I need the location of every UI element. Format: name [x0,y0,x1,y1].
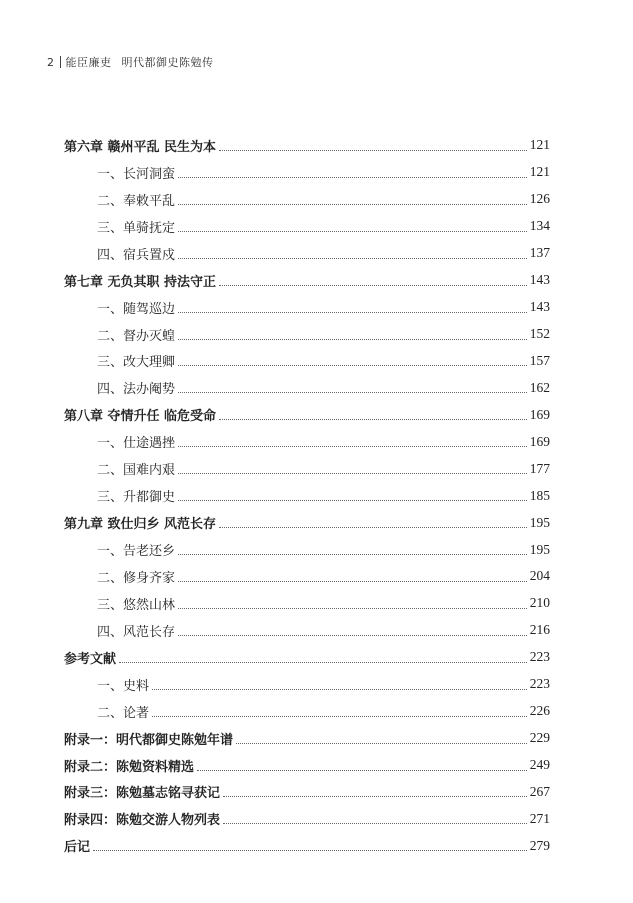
dot-leader [223,796,527,797]
toc-page-number: 271 [529,810,550,826]
dot-leader [178,177,527,178]
toc-entry-title: 三、升都御史 [97,490,176,506]
toc-page-number: 169 [529,406,550,422]
dot-leader [219,527,527,528]
toc-page-number: 195 [529,541,550,557]
header-subtitle: 明代都御史陈勉传 [121,56,214,69]
dot-leader [219,419,527,420]
dot-leader [178,500,527,501]
toc-page-number: 279 [529,837,550,853]
toc-entry-title: 二、论著 [97,705,150,721]
dot-leader [178,365,527,366]
toc-page-number: 162 [529,379,550,395]
toc-page-number: 152 [529,326,550,342]
toc-page-number: 226 [529,703,550,719]
toc-chapter-entry[interactable] [64,267,550,294]
toc-entry-title: 参考文献 [64,651,117,667]
toc-entry-title: 第六章 赣州平乱 民生为本 [64,139,217,155]
toc-page-number: 216 [529,622,550,638]
toc-section-entry[interactable] [64,671,550,698]
toc-entry-title: 一、长河洞蛮 [97,166,176,182]
toc-page-number: 137 [529,245,550,261]
toc-entry-title: 三、改大理卿 [97,355,176,371]
toc-section-entry[interactable] [64,321,550,348]
toc-entry-title: 四、法办阉势 [97,382,176,398]
toc-entry-title: 三、单骑抚定 [97,220,176,236]
toc-entry-title: 一、史料 [97,678,150,694]
toc-section-entry[interactable] [64,159,550,186]
dot-leader [119,662,527,663]
toc-chapter-entry[interactable] [64,725,550,752]
toc-entry-title: 一、随驾巡边 [97,301,176,317]
toc-chapter-entry[interactable] [64,805,550,832]
toc-section-entry[interactable] [64,294,550,321]
toc-page-number: 249 [529,757,550,773]
toc-entry-title: 第九章 致仕归乡 风范长存 [64,517,217,533]
dot-leader [178,312,527,313]
dot-leader [178,635,527,636]
toc-page-number: 126 [529,191,550,207]
toc-section-entry[interactable] [64,374,550,401]
dot-leader [197,770,527,771]
toc-section-entry[interactable] [64,482,550,509]
dot-leader [178,392,527,393]
toc-page-number: 267 [529,783,550,799]
toc-page-number: 177 [529,460,550,476]
table-of-contents [64,132,550,859]
toc-chapter-entry[interactable] [64,644,550,671]
toc-page-number: 121 [529,137,550,153]
toc-chapter-entry[interactable] [64,132,550,159]
toc-entry-title: 第八章 夺情升任 临危受命 [64,409,217,425]
dot-leader [152,689,527,690]
toc-chapter-entry[interactable] [64,752,550,779]
toc-entry-title: 四、风范长存 [97,624,176,640]
toc-entry-title: 附录四：陈勉交游人物列表 [64,813,221,829]
toc-entry-title: 二、国难内艰 [97,463,176,479]
toc-page-number: 143 [529,299,550,315]
toc-page-number: 195 [529,514,550,530]
dot-leader [223,823,527,824]
toc-entry-title: 四、宿兵置戍 [97,247,176,263]
toc-section-entry[interactable] [64,698,550,725]
toc-entry-title: 一、仕途遇挫 [97,436,176,452]
dot-leader [178,204,527,205]
toc-chapter-entry[interactable] [64,401,550,428]
toc-section-entry[interactable] [64,348,550,375]
running-header [47,54,214,70]
toc-section-entry[interactable] [64,563,550,590]
toc-page-number: 143 [529,272,550,288]
toc-entry-title: 附录一：明代都御史陈勉年谱 [64,732,234,748]
toc-page-number: 204 [529,568,550,584]
toc-page-number: 169 [529,433,550,449]
toc-entry-title: 后记 [64,840,91,856]
toc-entry-title: 附录三：陈勉墓志铭寻获记 [64,786,221,802]
header-page-number: 2 [47,55,55,69]
dot-leader [219,150,527,151]
toc-page-number: 185 [529,487,550,503]
toc-entry-title: 一、告老还乡 [97,544,176,560]
toc-entry-title: 三、悠然山林 [97,597,176,613]
toc-page-number: 223 [529,649,550,665]
toc-section-entry[interactable] [64,617,550,644]
dot-leader [152,716,527,717]
dot-leader [178,608,527,609]
toc-section-entry[interactable] [64,240,550,267]
toc-section-entry[interactable] [64,428,550,455]
toc-chapter-entry[interactable] [64,832,550,859]
toc-chapter-entry[interactable] [64,779,550,806]
toc-section-entry[interactable] [64,186,550,213]
header-book-title: 能臣廉吏 [65,56,112,69]
toc-section-entry[interactable] [64,590,550,617]
dot-leader [93,850,527,851]
toc-section-entry[interactable] [64,455,550,482]
toc-page-number: 134 [529,218,550,234]
dot-leader [178,473,527,474]
dot-leader [178,554,527,555]
dot-leader [236,743,527,744]
toc-page-number: 229 [529,730,550,746]
toc-section-entry[interactable] [64,536,550,563]
toc-entry-title: 二、督办灭蝗 [97,328,176,344]
header-divider [60,56,61,68]
dot-leader [219,285,527,286]
toc-entry-title: 第七章 无负其职 持法守正 [64,274,217,290]
toc-page-number: 210 [529,595,550,611]
dot-leader [178,581,527,582]
dot-leader [178,446,527,447]
toc-page-number: 157 [529,352,550,368]
dot-leader [178,231,527,232]
toc-entry-title: 二、奉敕平乱 [97,193,176,209]
toc-entry-title: 二、修身齐家 [97,570,176,586]
toc-entry-title: 附录二：陈勉资料精选 [64,759,195,775]
toc-section-entry[interactable] [64,213,550,240]
toc-page-number: 121 [529,164,550,180]
dot-leader [178,339,527,340]
dot-leader [178,258,527,259]
toc-chapter-entry[interactable] [64,509,550,536]
toc-page-number: 223 [529,676,550,692]
